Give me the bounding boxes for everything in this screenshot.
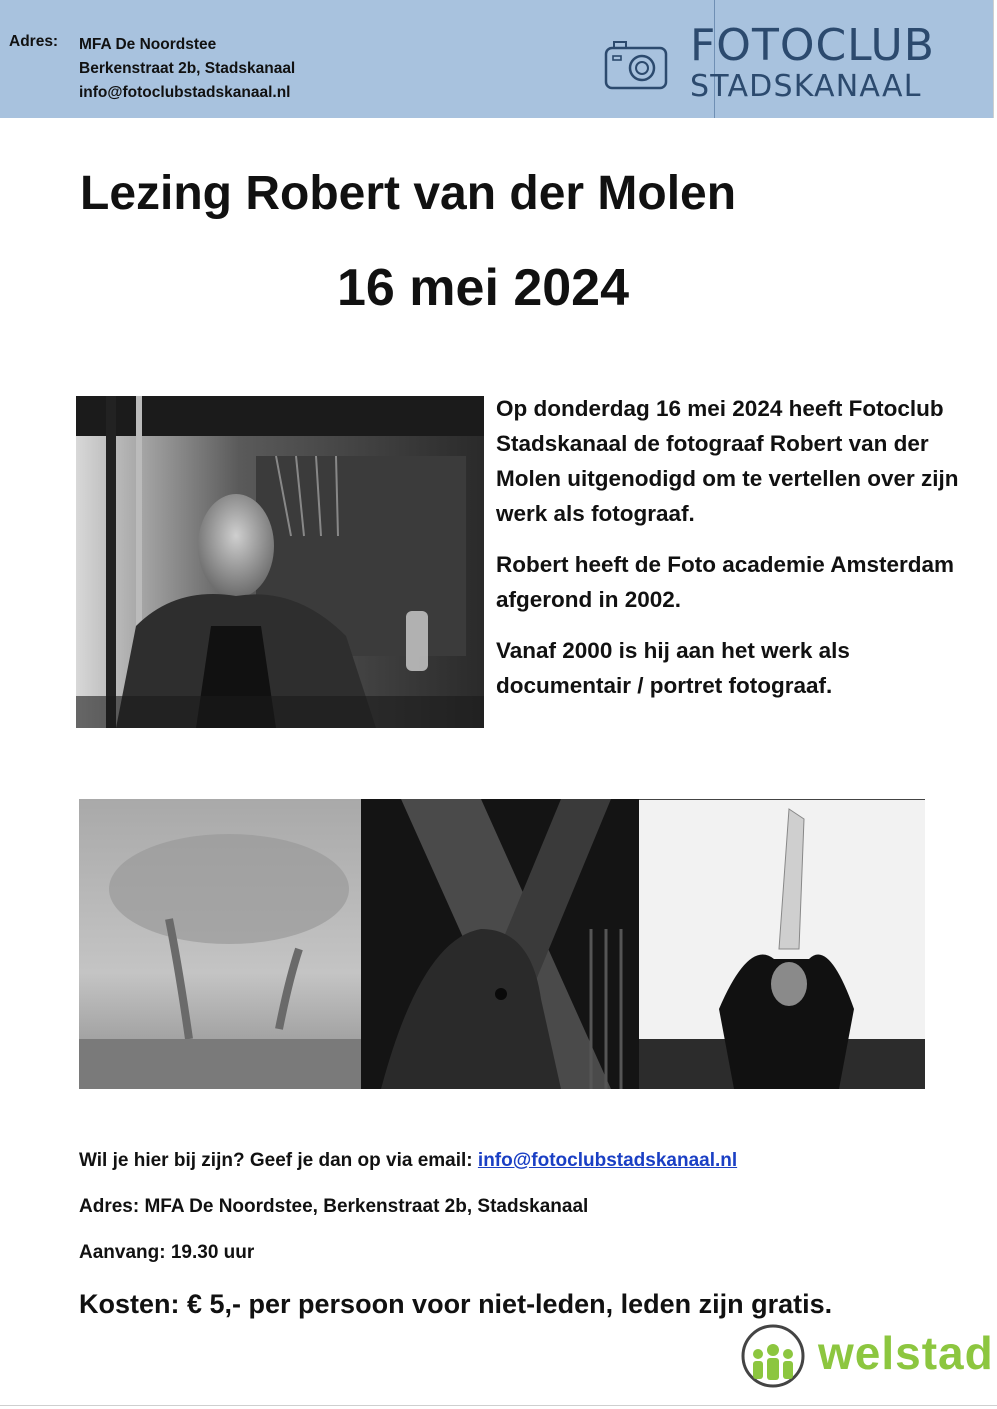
- address-line-venue: MFA De Noordstee: [79, 36, 217, 53]
- intro-paragraph: Robert heeft de Foto academie Amsterdam afgerond in 2002.: [496, 552, 955, 612]
- intro-text: [496, 391, 966, 719]
- intro-paragraph: Vanaf 2000 is hij aan het werk als documentair / portret fotograaf.: [496, 638, 850, 698]
- costs-line: Kosten: € 5,- per persoon voor niet-leden, leden zijn gratis.: [79, 1289, 833, 1319]
- header-bar: [0, 0, 994, 118]
- welstad-people-icon: [738, 1324, 808, 1388]
- venue-address: Adres: MFA De Noordstee, Berkenstraat 2b, Stadskanaal: [79, 1196, 589, 1217]
- start-time: Aanvang: 19.30 uur: [79, 1242, 255, 1263]
- sponsor-logo-text: welstad: [818, 1327, 994, 1379]
- gallery-photo-trees: [79, 799, 361, 1089]
- photo-gallery: [79, 799, 925, 1089]
- gallery-photo-legs: [639, 799, 925, 1089]
- page-divider: [0, 1405, 997, 1406]
- camera-icon: [604, 40, 668, 90]
- address-line-street: Berkenstraat 2b, Stadskanaal: [79, 60, 296, 77]
- club-logo-name: FOTOCLUB: [690, 20, 935, 71]
- club-logo-city: STADSKANAAL: [690, 69, 922, 104]
- address-block: [79, 33, 295, 105]
- signup-text: Wil je hier bij zijn? Geef je dan op via email:: [79, 1150, 478, 1171]
- address-line-email: info@fotoclubstadskanaal.nl: [79, 84, 291, 101]
- gallery-photo-horse: [361, 799, 639, 1089]
- signup-line: [79, 1150, 737, 1172]
- signup-email-link[interactable]: info@fotoclubstadskanaal.nl: [477, 1150, 738, 1171]
- intro-paragraph: Op donderdag 16 mei 2024 heeft Fotoclub Stadskanaal de fotograaf Robert van der Molen uitgenodigd om te vertellen over zijn werk als fotograaf.: [496, 396, 959, 526]
- event-date: 16 mei 2024: [337, 259, 630, 317]
- page-title: Lezing Robert van der Molen: [80, 167, 737, 220]
- address-label: Adres:: [9, 33, 59, 50]
- portrait-photo: [76, 396, 484, 728]
